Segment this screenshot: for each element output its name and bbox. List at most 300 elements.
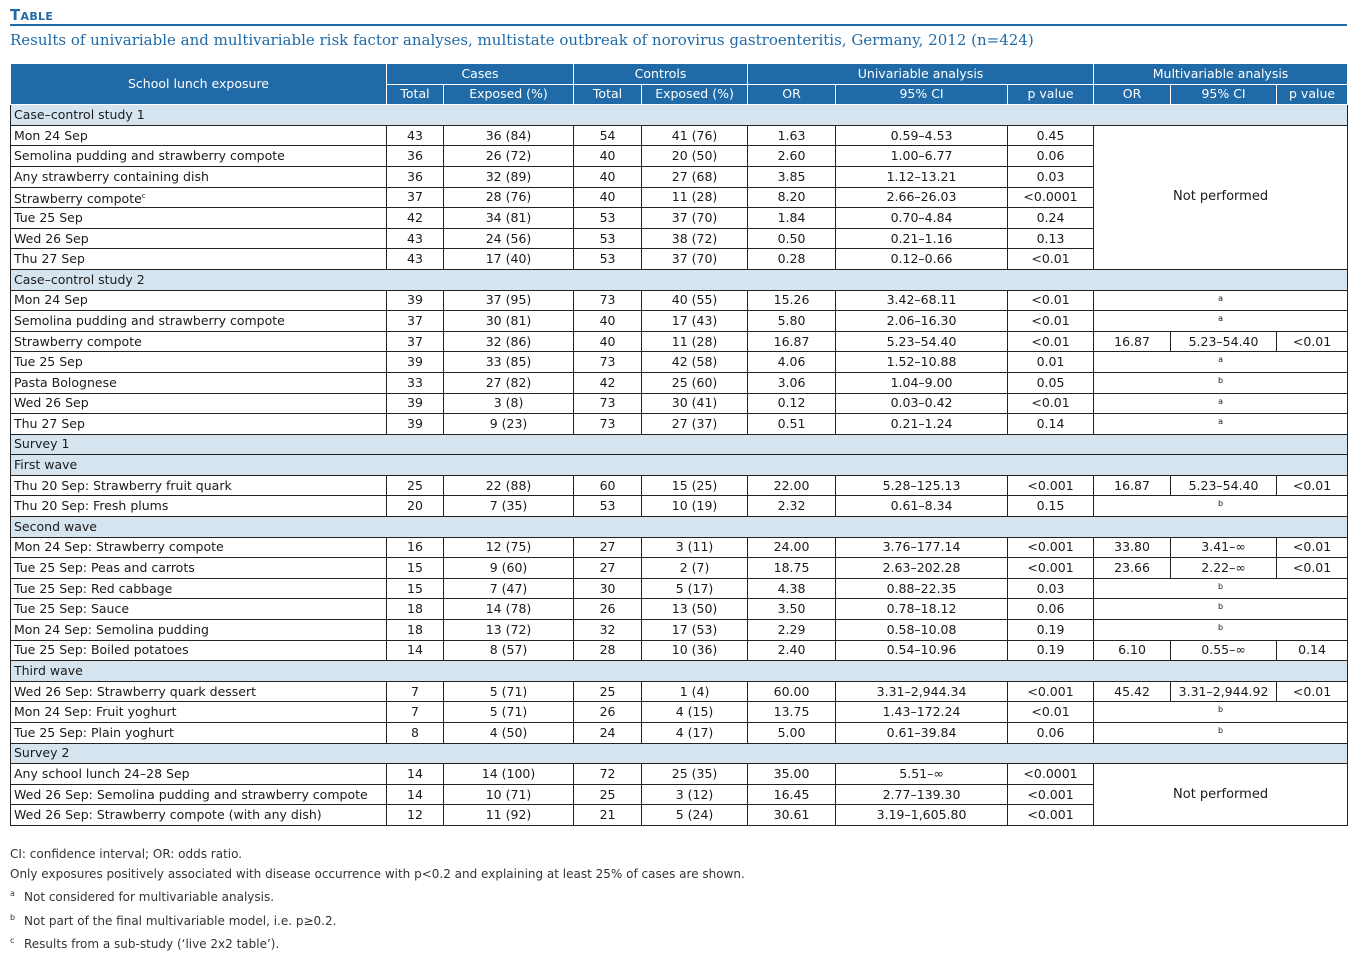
controls-exposed: 5 (17) (642, 578, 748, 599)
uni-or: 1.63 (748, 125, 836, 146)
multivariable-note: a (1094, 352, 1348, 373)
exposure-text: Tue 25 Sep: Red cabbage (14, 580, 173, 596)
table-row (11, 125, 1348, 146)
header-cases-total: Total (387, 84, 444, 105)
section-label: Third wave (11, 661, 1348, 682)
controls-total: 27 (574, 537, 642, 558)
controls-exposed: 10 (36) (642, 640, 748, 661)
uni-or: 4.06 (748, 352, 836, 373)
exposure-text: Wed 26 Sep: Strawberry quark dessert (14, 683, 257, 699)
exposure-label (11, 723, 387, 744)
controls-exposed: 30 (41) (642, 393, 748, 414)
controls-exposed: 25 (35) (642, 764, 748, 785)
controls-exposed: 17 (53) (642, 620, 748, 641)
multivariable-note: b (1094, 496, 1348, 517)
controls-exposed: 15 (25) (642, 475, 748, 496)
uni-ci: 0.61–8.34 (836, 496, 1008, 517)
controls-total: 72 (574, 764, 642, 785)
controls-total: 42 (574, 372, 642, 393)
cases-total: 8 (387, 723, 444, 744)
multivariable-note: a (1094, 414, 1348, 435)
section-label: Case–control study 1 (11, 105, 1348, 126)
exposure-label (11, 125, 387, 146)
exposure-text: Tue 25 Sep: Peas and carrots (14, 560, 195, 576)
table-row (11, 496, 1348, 517)
exposure-label (11, 393, 387, 414)
exposure-text: Any strawberry containing dish (14, 168, 209, 184)
uni-ci: 3.31–2,944.34 (836, 681, 1008, 702)
controls-total: 40 (574, 311, 642, 332)
exposure-label (11, 166, 387, 187)
controls-total: 73 (574, 290, 642, 311)
cases-total: 37 (387, 331, 444, 352)
controls-total: 26 (574, 599, 642, 620)
exposure-text: Semolina pudding and strawberry compote (14, 148, 285, 164)
uni-p: 0.06 (1008, 146, 1094, 167)
uni-p: 0.05 (1008, 372, 1094, 393)
controls-exposed: 3 (12) (642, 784, 748, 805)
table-row (11, 414, 1348, 435)
uni-or: 1.84 (748, 208, 836, 229)
uni-p: 0.06 (1008, 599, 1094, 620)
not-performed: Not performed (1094, 764, 1348, 826)
table-row (11, 640, 1348, 661)
mv-ci: 3.41–∞ (1171, 537, 1277, 558)
risk-factor-table (10, 63, 1348, 826)
controls-total: 53 (574, 208, 642, 229)
uni-or: 5.80 (748, 311, 836, 332)
header-univariable: Univariable analysis (748, 64, 1094, 85)
cases-exposed: 7 (47) (444, 578, 574, 599)
uni-p: <0.01 (1008, 290, 1094, 311)
cases-exposed: 5 (71) (444, 702, 574, 723)
header-uni-or: OR (748, 84, 836, 105)
multivariable-note: a (1094, 290, 1348, 311)
exposure-label (11, 352, 387, 373)
section-row (11, 269, 1348, 290)
table-row (11, 537, 1348, 558)
controls-exposed: 37 (70) (642, 249, 748, 270)
cases-total: 36 (387, 146, 444, 167)
exposure-label (11, 640, 387, 661)
exposure-text: Mon 24 Sep: Strawberry compote (14, 539, 224, 555)
uni-ci: 5.28–125.13 (836, 475, 1008, 496)
header-uni-ci: 95% CI (836, 84, 1008, 105)
uni-p: <0.01 (1008, 393, 1094, 414)
header-mv-or: OR (1094, 84, 1171, 105)
cases-total: 16 (387, 537, 444, 558)
uni-p: <0.001 (1008, 558, 1094, 579)
uni-or: 22.00 (748, 475, 836, 496)
controls-exposed: 41 (76) (642, 125, 748, 146)
section-row (11, 434, 1348, 455)
section-row (11, 661, 1348, 682)
controls-exposed: 13 (50) (642, 599, 748, 620)
uni-p: 0.24 (1008, 208, 1094, 229)
controls-total: 26 (574, 702, 642, 723)
cases-exposed: 30 (81) (444, 311, 574, 332)
uni-or: 3.06 (748, 372, 836, 393)
exposure-text: Thu 20 Sep: Fresh plums (14, 498, 169, 514)
note-shown-exposures: Only exposures positively associated with disease occurrence with p<0.2 and explaining at least 25% of cases are shown. (10, 866, 745, 881)
uni-ci: 1.04–9.00 (836, 372, 1008, 393)
controls-exposed: 37 (70) (642, 208, 748, 229)
cases-total: 14 (387, 764, 444, 785)
exposure-label (11, 702, 387, 723)
uni-or: 4.38 (748, 578, 836, 599)
controls-exposed: 5 (24) (642, 805, 748, 826)
cases-exposed: 28 (76) (444, 187, 574, 208)
uni-or: 8.20 (748, 187, 836, 208)
uni-ci: 0.61–39.84 (836, 723, 1008, 744)
mv-or: 45.42 (1094, 681, 1171, 702)
controls-total: 21 (574, 805, 642, 826)
uni-or: 18.75 (748, 558, 836, 579)
exposure-text: Mon 24 Sep (14, 127, 88, 143)
exposure-label (11, 578, 387, 599)
exposure-text: Strawberry compote (14, 333, 142, 349)
exposure-text: Wed 26 Sep: Semolina pudding and strawberry compote (14, 786, 368, 802)
exposure-label (11, 475, 387, 496)
uni-ci: 5.23–54.40 (836, 331, 1008, 352)
controls-exposed: 1 (4) (642, 681, 748, 702)
cases-total: 43 (387, 249, 444, 270)
exposure-label (11, 208, 387, 229)
uni-ci: 3.76–177.14 (836, 537, 1008, 558)
exposure-label (11, 414, 387, 435)
mv-p: <0.01 (1277, 537, 1348, 558)
uni-p: <0.001 (1008, 475, 1094, 496)
exposure-label (11, 764, 387, 785)
uni-p: 0.06 (1008, 723, 1094, 744)
uni-ci: 2.66–26.03 (836, 187, 1008, 208)
cases-exposed: 32 (89) (444, 166, 574, 187)
cases-exposed: 10 (71) (444, 784, 574, 805)
section-label: Second wave (11, 517, 1348, 538)
cases-exposed: 11 (92) (444, 805, 574, 826)
header-cases-exposed: Exposed (%) (444, 84, 574, 105)
cases-exposed: 14 (78) (444, 599, 574, 620)
table-row (11, 290, 1348, 311)
exposure-label (11, 331, 387, 352)
cases-total: 39 (387, 414, 444, 435)
uni-p: <0.01 (1008, 249, 1094, 270)
exposure-label (11, 187, 387, 208)
controls-total: 40 (574, 146, 642, 167)
exposure-text: Tue 25 Sep (14, 209, 83, 225)
table-row (11, 372, 1348, 393)
exposure-text: Any school lunch 24–28 Sep (14, 765, 190, 781)
exposure-label (11, 146, 387, 167)
cases-total: 14 (387, 784, 444, 805)
table-row (11, 681, 1348, 702)
uni-or: 2.40 (748, 640, 836, 661)
header-cases: Cases (387, 64, 574, 85)
uni-ci: 0.21–1.24 (836, 414, 1008, 435)
uni-ci: 3.42–68.11 (836, 290, 1008, 311)
section-label: Survey 2 (11, 743, 1348, 764)
uni-p: 0.14 (1008, 414, 1094, 435)
exposure-text: Mon 24 Sep: Fruit yoghurt (14, 704, 177, 720)
cases-exposed: 17 (40) (444, 249, 574, 270)
uni-ci: 1.43–172.24 (836, 702, 1008, 723)
mv-or: 16.87 (1094, 475, 1171, 496)
exposure-text: Mon 24 Sep: Semolina pudding (14, 621, 209, 637)
controls-total: 53 (574, 228, 642, 249)
uni-or: 35.00 (748, 764, 836, 785)
mv-p: 0.14 (1277, 640, 1348, 661)
controls-total: 73 (574, 393, 642, 414)
cases-total: 7 (387, 702, 444, 723)
footnote-mark: a (10, 889, 15, 898)
exposure-label (11, 496, 387, 517)
uni-p: 0.19 (1008, 620, 1094, 641)
uni-ci: 5.51–∞ (836, 764, 1008, 785)
header-mv-p: p value (1277, 84, 1348, 105)
header-controls-exposed: Exposed (%) (642, 84, 748, 105)
controls-exposed: 11 (28) (642, 331, 748, 352)
mv-or: 23.66 (1094, 558, 1171, 579)
uni-p: 0.01 (1008, 352, 1094, 373)
cases-total: 43 (387, 228, 444, 249)
exposure-text: Tue 25 Sep (14, 354, 83, 370)
cases-exposed: 9 (60) (444, 558, 574, 579)
exposure-label (11, 681, 387, 702)
cases-exposed: 5 (71) (444, 681, 574, 702)
controls-exposed: 2 (7) (642, 558, 748, 579)
uni-ci: 0.88–22.35 (836, 578, 1008, 599)
controls-exposed: 27 (68) (642, 166, 748, 187)
exposure-label (11, 228, 387, 249)
header-mv-ci: 95% CI (1171, 84, 1277, 105)
controls-total: 73 (574, 352, 642, 373)
exposure-text: Wed 26 Sep: Strawberry compote (with any dish) (14, 807, 322, 823)
not-performed: Not performed (1094, 125, 1348, 269)
uni-ci: 0.58–10.08 (836, 620, 1008, 641)
mv-ci: 5.23–54.40 (1171, 475, 1277, 496)
section-label: Survey 1 (11, 434, 1348, 455)
uni-ci: 1.52–10.88 (836, 352, 1008, 373)
cases-total: 20 (387, 496, 444, 517)
exposure-label (11, 372, 387, 393)
table-row (11, 393, 1348, 414)
uni-p: <0.001 (1008, 805, 1094, 826)
cases-exposed: 26 (72) (444, 146, 574, 167)
controls-exposed: 17 (43) (642, 311, 748, 332)
cases-total: 14 (387, 640, 444, 661)
table-body (11, 105, 1348, 826)
cases-exposed: 36 (84) (444, 125, 574, 146)
cases-exposed: 12 (75) (444, 537, 574, 558)
header-uni-p: p value (1008, 84, 1094, 105)
mv-ci: 0.55–∞ (1171, 640, 1277, 661)
section-row (11, 105, 1348, 126)
uni-p: 0.03 (1008, 578, 1094, 599)
exposure-label (11, 537, 387, 558)
cases-exposed: 37 (95) (444, 290, 574, 311)
controls-exposed: 25 (60) (642, 372, 748, 393)
table-row (11, 599, 1348, 620)
exposure-text: Thu 20 Sep: Strawberry fruit quark (14, 477, 232, 493)
uni-or: 2.32 (748, 496, 836, 517)
mv-or: 16.87 (1094, 331, 1171, 352)
cases-total: 39 (387, 393, 444, 414)
exposure-text: Thu 27 Sep (14, 415, 85, 431)
cases-exposed: 34 (81) (444, 208, 574, 229)
exposure-label (11, 249, 387, 270)
uni-ci: 0.59–4.53 (836, 125, 1008, 146)
exposure-text: Wed 26 Sep (14, 395, 89, 411)
controls-exposed: 27 (37) (642, 414, 748, 435)
cases-total: 37 (387, 187, 444, 208)
controls-total: 53 (574, 496, 642, 517)
controls-exposed: 42 (58) (642, 352, 748, 373)
table-row (11, 702, 1348, 723)
exposure-text: Wed 26 Sep (14, 230, 89, 246)
cases-exposed: 24 (56) (444, 228, 574, 249)
cases-exposed: 14 (100) (444, 764, 574, 785)
header-controls-total: Total (574, 84, 642, 105)
uni-ci: 0.54–10.96 (836, 640, 1008, 661)
uni-or: 15.26 (748, 290, 836, 311)
exposure-text: Thu 27 Sep (14, 251, 85, 267)
uni-p: <0.0001 (1008, 187, 1094, 208)
uni-or: 0.28 (748, 249, 836, 270)
controls-total: 73 (574, 414, 642, 435)
cases-total: 18 (387, 599, 444, 620)
cases-exposed: 9 (23) (444, 414, 574, 435)
uni-p: <0.01 (1008, 702, 1094, 723)
uni-p: 0.13 (1008, 228, 1094, 249)
uni-or: 2.29 (748, 620, 836, 641)
mv-ci: 3.31–2,944.92 (1171, 681, 1277, 702)
footnote-text: Not part of the final multivariable model, i.e. p≥0.2. (24, 913, 337, 928)
table-row (11, 475, 1348, 496)
cases-total: 39 (387, 290, 444, 311)
controls-total: 40 (574, 166, 642, 187)
uni-or: 3.50 (748, 599, 836, 620)
footnote-text: Results from a sub-study (‘live 2x2 table’). (24, 937, 280, 951)
uni-or: 13.75 (748, 702, 836, 723)
exposure-text: Tue 25 Sep: Boiled potatoes (14, 642, 189, 658)
uni-ci: 2.63–202.28 (836, 558, 1008, 579)
controls-total: 53 (574, 249, 642, 270)
cases-exposed: 32 (86) (444, 331, 574, 352)
footnote-b (10, 908, 1347, 932)
uni-ci: 0.12–0.66 (836, 249, 1008, 270)
controls-exposed: 40 (55) (642, 290, 748, 311)
uni-or: 16.87 (748, 331, 836, 352)
cases-total: 42 (387, 208, 444, 229)
mv-p: <0.01 (1277, 475, 1348, 496)
uni-or: 5.00 (748, 723, 836, 744)
multivariable-note: b (1094, 372, 1348, 393)
exposure-label (11, 805, 387, 826)
controls-exposed: 11 (28) (642, 187, 748, 208)
uni-ci: 0.21–1.16 (836, 228, 1008, 249)
uni-or: 16.45 (748, 784, 836, 805)
section-row (11, 743, 1348, 764)
uni-or: 2.60 (748, 146, 836, 167)
cases-total: 15 (387, 578, 444, 599)
uni-or: 24.00 (748, 537, 836, 558)
table-row (11, 311, 1348, 332)
cases-total: 33 (387, 372, 444, 393)
uni-p: <0.001 (1008, 784, 1094, 805)
controls-total: 30 (574, 578, 642, 599)
controls-total: 54 (574, 125, 642, 146)
header-controls: Controls (574, 64, 748, 85)
exposure-label (11, 311, 387, 332)
header-row-groups (11, 64, 1348, 85)
mv-or: 33.80 (1094, 537, 1171, 558)
section-row (11, 455, 1348, 476)
controls-total: 28 (574, 640, 642, 661)
footnote-marker: c (141, 191, 146, 200)
uni-ci: 0.78–18.12 (836, 599, 1008, 620)
cases-total: 37 (387, 311, 444, 332)
uni-or: 0.50 (748, 228, 836, 249)
controls-total: 27 (574, 558, 642, 579)
uni-p: <0.001 (1008, 537, 1094, 558)
cases-total: 43 (387, 125, 444, 146)
table-row (11, 331, 1348, 352)
table-row (11, 723, 1348, 744)
uni-p: 0.15 (1008, 496, 1094, 517)
multivariable-note: b (1094, 620, 1348, 641)
cases-exposed: 7 (35) (444, 496, 574, 517)
uni-ci: 2.06–16.30 (836, 311, 1008, 332)
exposure-label (11, 784, 387, 805)
uni-or: 3.85 (748, 166, 836, 187)
header-multivariable: Multivariable analysis (1094, 64, 1348, 85)
mv-ci: 5.23–54.40 (1171, 331, 1277, 352)
cases-total: 39 (387, 352, 444, 373)
mv-or: 6.10 (1094, 640, 1171, 661)
uni-p: 0.19 (1008, 640, 1094, 661)
controls-total: 32 (574, 620, 642, 641)
controls-exposed: 38 (72) (642, 228, 748, 249)
exposure-text: Strawberry compote (14, 190, 142, 206)
mv-p: <0.01 (1277, 681, 1348, 702)
cases-exposed: 4 (50) (444, 723, 574, 744)
controls-exposed: 10 (19) (642, 496, 748, 517)
section-row (11, 517, 1348, 538)
uni-p: 0.03 (1008, 166, 1094, 187)
cases-total: 12 (387, 805, 444, 826)
controls-total: 25 (574, 681, 642, 702)
cases-exposed: 27 (82) (444, 372, 574, 393)
controls-exposed: 4 (15) (642, 702, 748, 723)
controls-total: 60 (574, 475, 642, 496)
note-abbreviations: CI: confidence interval; OR: odds ratio. (10, 847, 243, 861)
mv-p: <0.01 (1277, 331, 1348, 352)
cases-exposed: 22 (88) (444, 475, 574, 496)
uni-ci: 1.00–6.77 (836, 146, 1008, 167)
uni-p: <0.01 (1008, 311, 1094, 332)
multivariable-note: a (1094, 311, 1348, 332)
exposure-text: Semolina pudding and strawberry compote (14, 312, 285, 328)
table-row (11, 558, 1348, 579)
uni-ci: 0.70–4.84 (836, 208, 1008, 229)
controls-exposed: 4 (17) (642, 723, 748, 744)
exposure-label (11, 558, 387, 579)
exposure-text: Tue 25 Sep: Sauce (14, 601, 130, 617)
uni-or: 60.00 (748, 681, 836, 702)
uni-ci: 1.12–13.21 (836, 166, 1008, 187)
table-caption: Results of univariable and multivariable risk factor analyses, multistate outbreak of norovirus gastroenteritis, Germany, 2012 (n=424) (10, 31, 1034, 49)
cases-exposed: 33 (85) (444, 352, 574, 373)
